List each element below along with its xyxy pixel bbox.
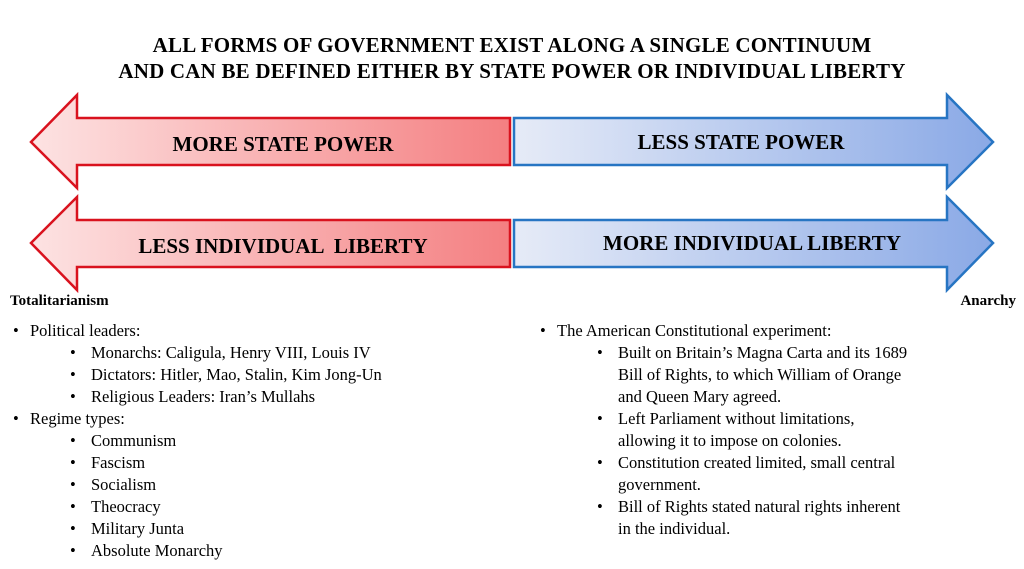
title-line-2: AND CAN BE DEFINED EITHER BY STATE POWER OR INDIVIDUAL LIBERTY [118,59,906,83]
list-item [535,320,955,540]
totalitarian-examples-list [8,320,478,562]
label-totalitarianism: Totalitarianism [10,293,109,309]
list-item: • Theocracy [30,496,478,518]
label-anarchy: Anarchy [960,293,1016,309]
label-more-state-power: MORE STATE POWER [172,132,394,156]
american-experiment-heading: The American Constitutional experiment: [557,321,832,340]
political-leaders-heading: Political leaders: [30,321,141,340]
regime-types-list [30,430,478,562]
list-item: • Bill of Rights stated natural rights inherent in the individual. [557,496,912,540]
list-item: • Religious Leaders: Iran’s Mullahs [30,386,478,408]
list-item: • Fascism [30,452,478,474]
list-item: • Communism [30,430,478,452]
title-line-1: ALL FORMS OF GOVERNMENT EXIST ALONG A SINGLE CONTINUUM [152,33,872,57]
list-item: • Built on Britain’s Magna Carta and its 1689 Bill of Rights, to which William of Orange and Queen Mary agreed. [557,342,912,408]
list-item: • Socialism [30,474,478,496]
label-less-state-power: LESS STATE POWER [637,130,845,154]
list-item: • Military Junta [30,518,478,540]
label-less-individual-liberty: LESS INDIVIDUAL LIBERTY [138,234,428,258]
list-item: • Constitution created limited, small central government. [557,452,912,496]
american-experiment-list [535,320,955,540]
list-item [8,408,478,562]
label-more-individual-liberty: MORE INDIVIDUAL LIBERTY [603,231,901,255]
regime-types-heading: Regime types: [30,409,125,428]
list-item: • Absolute Monarchy [30,540,478,562]
american-experiment-points [557,342,912,540]
list-item: • Left Parliament without limitations, allowing it to impose on colonies. [557,408,912,452]
list-item: • Monarchs: Caligula, Henry VIII, Louis IV [30,342,478,364]
list-item [8,320,478,408]
list-item: • Dictators: Hitler, Mao, Stalin, Kim Jong-Un [30,364,478,386]
political-leaders-list [30,342,478,408]
